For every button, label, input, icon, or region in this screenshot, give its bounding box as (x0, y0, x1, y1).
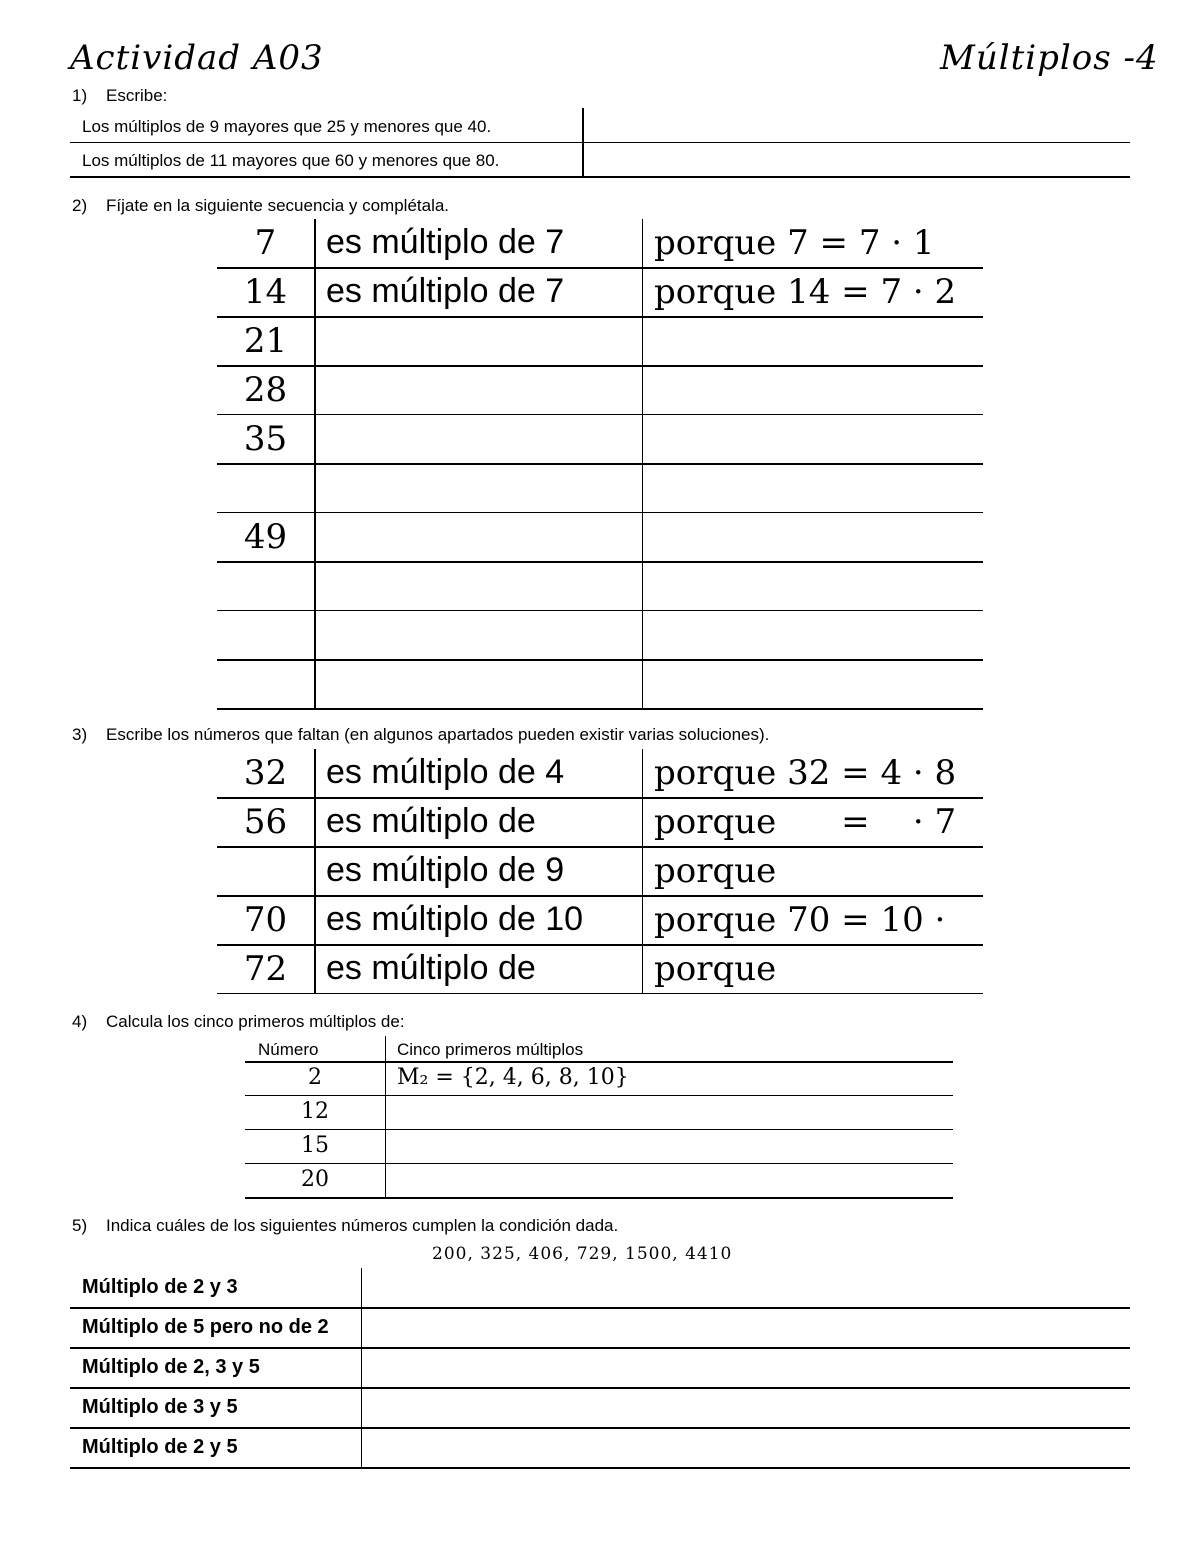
answer-field[interactable] (648, 320, 979, 361)
sequence-number: 28 (243, 370, 288, 410)
table-rule (245, 1197, 953, 1199)
condition-label: Múltiplo de 2 y 5 (82, 1436, 238, 1458)
answer-field[interactable] (648, 663, 979, 704)
exercise-2-number: 2) (72, 196, 88, 215)
table-rule (217, 512, 983, 513)
given-number: 56 (243, 802, 288, 842)
table-rule (245, 1095, 953, 1096)
table-rule (217, 797, 983, 799)
activity-title: Actividad A03 (70, 38, 324, 78)
exercise-1-label: Escribe: (106, 86, 168, 105)
answer-field[interactable] (648, 614, 979, 655)
exercise-1-prompt: Los múltiplos de 9 mayores que 25 y menores que 40. (82, 117, 492, 136)
answer-field[interactable] (320, 663, 638, 704)
sequence-number: 35 (243, 419, 288, 459)
reason-statement: porque 32 = 4 · 8 (654, 753, 957, 793)
number-cell: 2 (308, 1065, 322, 1090)
table-rule (217, 365, 983, 367)
sequence-number: 49 (243, 517, 288, 557)
condition-label: Múltiplo de 2 y 3 (82, 1276, 238, 1298)
sequence-number: 14 (243, 272, 288, 312)
answer-field[interactable] (320, 369, 638, 410)
reason-statement: porque = · 7 (654, 802, 957, 842)
table-rule (70, 1427, 1130, 1429)
exercise-1-heading (72, 86, 167, 106)
multiple-statement: es múltiplo de (326, 949, 536, 987)
table-rule (70, 1387, 1130, 1389)
condition-label: Múltiplo de 2, 3 y 5 (82, 1356, 260, 1378)
table-rule (245, 1061, 953, 1063)
table-rule (70, 1307, 1130, 1309)
multiple-statement: es múltiplo de 9 (326, 851, 565, 889)
reason-statement: porque 14 = 7 · 2 (654, 272, 957, 312)
given-number: 32 (243, 753, 288, 793)
table-rule (217, 895, 983, 897)
number-cell: 20 (301, 1167, 329, 1192)
sequence-number: 7 (254, 223, 277, 263)
reason-statement: porque (654, 851, 777, 891)
answer-field[interactable] (648, 369, 979, 410)
multiple-statement: es múltiplo de 4 (326, 753, 565, 791)
table-rule (217, 316, 983, 318)
exercise-4-number: 4) (72, 1012, 88, 1031)
exercise-3-label: Escribe los números que faltan (en algunos apartados pueden existir varias soluciones). (106, 725, 770, 744)
given-number: 72 (243, 949, 288, 989)
given-number: 70 (243, 900, 288, 940)
table-rule (217, 659, 983, 661)
exercise-3-number: 3) (72, 725, 88, 744)
table-rule (70, 142, 1130, 143)
answer-field[interactable] (367, 1312, 1124, 1342)
answer-field[interactable] (390, 1132, 950, 1162)
answer-field[interactable] (390, 1166, 950, 1196)
answer-field[interactable] (320, 418, 638, 459)
answer-field[interactable] (367, 1392, 1124, 1422)
exercise-1-prompt: Los múltiplos de 11 mayores que 60 y menores que 80. (82, 151, 500, 170)
table-rule (217, 610, 983, 611)
exercise-3-heading (72, 725, 769, 745)
answer-field[interactable] (648, 467, 979, 508)
table-rule (70, 176, 1130, 178)
answer-field[interactable] (590, 112, 1126, 140)
answer-field[interactable] (367, 1352, 1124, 1382)
table-rule (217, 463, 983, 465)
exercise-2-label: Fíjate en la siguiente secuencia y complétala. (106, 196, 450, 215)
multiple-statement: es múltiplo de (326, 802, 536, 840)
answer-field[interactable] (221, 850, 310, 891)
answer-field[interactable] (320, 467, 638, 508)
table-divider (582, 108, 584, 178)
answer-field[interactable] (390, 1098, 950, 1128)
table-rule (245, 1163, 953, 1164)
multiple-statement: es múltiplo de 7 (326, 272, 565, 310)
column-header-number: Número (258, 1040, 319, 1059)
table-rule (70, 1347, 1130, 1349)
answer-field[interactable] (320, 320, 638, 361)
table-rule (217, 267, 983, 269)
table-rule (217, 414, 983, 415)
table-rule (70, 1467, 1130, 1469)
reason-statement: porque 70 = 10 · (654, 900, 946, 940)
topic-title: Múltiplos -4 (940, 38, 1159, 78)
number-set: 200, 325, 406, 729, 1500, 4410 (432, 1244, 733, 1264)
answer-field[interactable] (320, 565, 638, 606)
table-divider (314, 749, 316, 994)
table-rule (217, 846, 983, 848)
answer-field[interactable] (367, 1272, 1124, 1302)
answer-field[interactable] (367, 1432, 1124, 1462)
sequence-number: 21 (243, 321, 288, 361)
table-rule (217, 561, 983, 563)
exercise-4-label: Calcula los cinco primeros múltiplos de: (106, 1012, 405, 1031)
condition-label: Múltiplo de 3 y 5 (82, 1396, 238, 1418)
table-divider (361, 1268, 362, 1468)
table-rule (217, 993, 983, 994)
condition-label: Múltiplo de 5 pero no de 2 (82, 1316, 329, 1338)
answer-field[interactable] (648, 418, 979, 459)
exercise-2-heading (72, 196, 449, 216)
column-header-multiples: Cinco primeros múltiplos (397, 1040, 584, 1059)
table-rule (217, 944, 983, 946)
multiple-statement: es múltiplo de 7 (326, 223, 565, 261)
table-rule (245, 1129, 953, 1130)
exercise-4-heading (72, 1012, 405, 1032)
table-rule (217, 708, 983, 710)
exercise-5-number: 5) (72, 1216, 88, 1235)
exercise-1-number: 1) (72, 86, 88, 105)
answer-field[interactable] (648, 516, 979, 557)
multiple-statement: es múltiplo de 10 (326, 900, 584, 938)
number-cell: 15 (301, 1133, 329, 1158)
answer-field[interactable] (648, 565, 979, 606)
reason-statement: porque (654, 949, 777, 989)
exercise-5-heading (72, 1216, 618, 1236)
number-cell: 12 (301, 1099, 329, 1124)
answer-field[interactable] (320, 516, 638, 557)
answer-field[interactable] (320, 614, 638, 655)
multiples-cell: M₂ = {2, 4, 6, 8, 10} (397, 1065, 629, 1090)
answer-field[interactable] (590, 146, 1126, 174)
exercise-5-label: Indica cuáles de los siguientes números cumplen la condición dada. (106, 1216, 619, 1235)
reason-statement: porque 7 = 7 · 1 (654, 223, 935, 263)
table-divider (642, 749, 643, 994)
